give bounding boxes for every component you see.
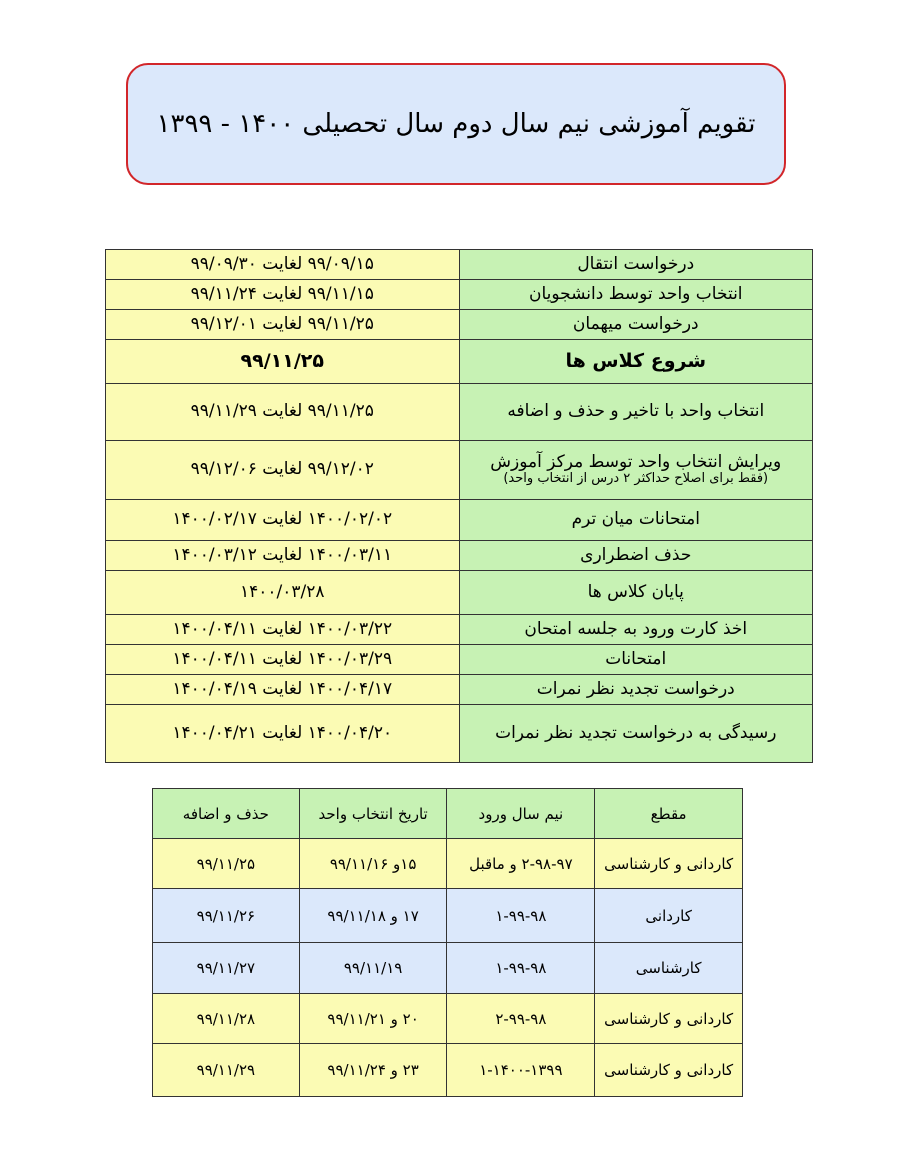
cell-add-drop: ۹۹/۱۱/۲۸ — [153, 994, 300, 1044]
event-label: امتحانات میان ترم — [459, 500, 812, 541]
event-label: حذف اضطراری — [459, 541, 812, 571]
cell-entry: ۱-۹۹-۹۸ — [447, 889, 595, 943]
event-date: ۱۴۰۰/۰۳/۱۱ لغایت ۱۴۰۰/۰۳/۱۲ — [106, 541, 460, 571]
header-entry-semester: نیم سال ورود — [447, 789, 595, 839]
cell-entry: ۱-۱۴۰۰-۱۳۹۹ — [447, 1044, 595, 1097]
header-level: مقطع — [595, 789, 743, 839]
cell-entry: ۲-۹۹-۹۸ — [447, 994, 595, 1044]
event-label: درخواست تجدید نظر نمرات — [459, 675, 812, 705]
table-row — [153, 1044, 743, 1097]
cell-add-drop: ۹۹/۱۱/۲۹ — [153, 1044, 300, 1097]
event-date: ۹۹/۱۱/۱۵ لغایت ۹۹/۱۱/۲۴ — [106, 280, 460, 310]
cell-level: کاردانی و کارشناسی — [595, 1044, 743, 1097]
event-label: اخذ کارت ورود به جلسه امتحان — [459, 615, 812, 645]
event-date: ۱۴۰۰/۰۳/۲۸ — [106, 571, 460, 615]
event-date: ۹۹/۱۱/۲۵ لغایت ۹۹/۱۲/۰۱ — [106, 310, 460, 340]
event-label-with-note — [459, 441, 812, 500]
cell-selection: ۱۵و ۹۹/۱۱/۱۶ — [299, 839, 447, 889]
event-label: ویرایش انتخاب واحد توسط مرکز آموزش — [490, 451, 782, 472]
cell-level: کاردانی و کارشناسی — [595, 839, 743, 889]
event-date: ۱۴۰۰/۰۲/۰۲ لغایت ۱۴۰۰/۰۲/۱۷ — [106, 500, 460, 541]
event-date: ۱۴۰۰/۰۴/۲۰ لغایت ۱۴۰۰/۰۴/۲۱ — [106, 705, 460, 763]
event-label: پایان کلاس ها — [459, 571, 812, 615]
cell-level: کاردانی — [595, 889, 743, 943]
cell-level: کاردانی و کارشناسی — [595, 994, 743, 1044]
schedule-row — [106, 645, 813, 675]
event-date: ۱۴۰۰/۰۳/۲۲ لغایت ۱۴۰۰/۰۴/۱۱ — [106, 615, 460, 645]
event-label: درخواست میهمان — [459, 310, 812, 340]
header-selection-date: تاریخ انتخاب واحد — [299, 789, 447, 839]
event-date: ۱۴۰۰/۰۳/۲۹ لغایت ۱۴۰۰/۰۴/۱۱ — [106, 645, 460, 675]
event-date: ۹۹/۱۲/۰۲ لغایت ۹۹/۱۲/۰۶ — [106, 441, 460, 500]
table-row — [153, 994, 743, 1044]
cell-add-drop: ۹۹/۱۱/۲۵ — [153, 839, 300, 889]
event-label: رسیدگی به درخواست تجدید نظر نمرات — [459, 705, 812, 763]
schedule-row — [106, 541, 813, 571]
event-label: امتحانات — [459, 645, 812, 675]
schedule-row — [106, 310, 813, 340]
event-date: ۹۹/۱۱/۲۵ لغایت ۹۹/۱۱/۲۹ — [106, 384, 460, 441]
cell-add-drop: ۹۹/۱۱/۲۶ — [153, 889, 300, 943]
event-date: ۹۹/۱۱/۲۵ — [106, 340, 460, 384]
table-row — [153, 943, 743, 994]
event-label: انتخاب واحد توسط دانشجویان — [459, 280, 812, 310]
cell-selection: ۹۹/۱۱/۱۹ — [299, 943, 447, 994]
event-label: انتخاب واحد با تاخیر و حذف و اضافه — [459, 384, 812, 441]
cell-selection: ۱۷ و ۹۹/۱۱/۱۸ — [299, 889, 447, 943]
event-label: شروع کلاس ها — [459, 340, 812, 384]
cell-selection: ۲۳ و ۹۹/۱۱/۲۴ — [299, 1044, 447, 1097]
event-date: ۱۴۰۰/۰۴/۱۷ لغایت ۱۴۰۰/۰۴/۱۹ — [106, 675, 460, 705]
event-date: ۹۹/۰۹/۱۵ لغایت ۹۹/۰۹/۳۰ — [106, 250, 460, 280]
schedule-row — [106, 384, 813, 441]
cell-entry: ۱-۹۹-۹۸ — [447, 943, 595, 994]
schedule-row — [106, 280, 813, 310]
schedule-table — [105, 249, 813, 763]
schedule-row — [106, 250, 813, 280]
cell-add-drop: ۹۹/۱۱/۲۷ — [153, 943, 300, 994]
calendar-title-box — [126, 63, 786, 185]
cell-level: کارشناسی — [595, 943, 743, 994]
table-row — [153, 889, 743, 943]
table-header-row — [153, 789, 743, 839]
table-row — [153, 839, 743, 889]
calendar-title: تقویم آموزشی نیم سال دوم سال تحصیلی ۱۴۰۰ - ۱۳۹۹ — [156, 109, 756, 139]
schedule-row — [106, 615, 813, 645]
cell-selection: ۲۰ و ۹۹/۱۱/۲۱ — [299, 994, 447, 1044]
schedule-row — [106, 340, 813, 384]
event-label: درخواست انتقال — [459, 250, 812, 280]
schedule-row — [106, 705, 813, 763]
schedule-row — [106, 441, 813, 500]
event-note: (فقط برای اصلاح حداکثر ۲ درس از انتخاب واحد) — [503, 471, 769, 487]
enrollment-groups-table — [152, 788, 743, 1097]
schedule-row — [106, 571, 813, 615]
schedule-row — [106, 675, 813, 705]
cell-entry: ۲-۹۸-۹۷ و ماقبل — [447, 839, 595, 889]
schedule-row — [106, 500, 813, 541]
header-add-drop: حذف و اضافه — [153, 789, 300, 839]
